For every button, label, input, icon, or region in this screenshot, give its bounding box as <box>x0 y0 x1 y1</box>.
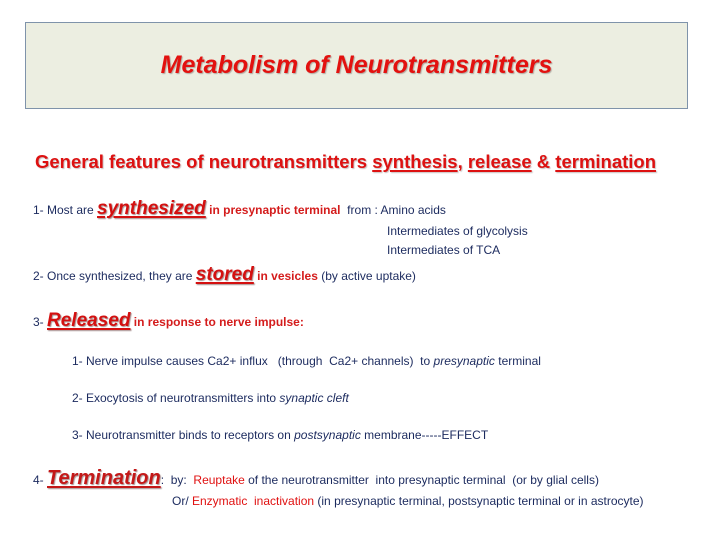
step-italic: presynaptic <box>433 354 495 368</box>
step-text: 2- Exocytosis of neurotransmitters into <box>72 391 280 405</box>
point-3-key: Released <box>47 310 131 331</box>
release-step <box>72 428 488 442</box>
point-1-red: in presynaptic terminal <box>205 203 341 217</box>
source-item: Intermediates of TCA <box>387 243 501 257</box>
point-3-num: 3- <box>33 315 48 329</box>
enzymatic-text: (in presynaptic terminal, postsynaptic terminal or in astrocyte) <box>314 494 644 508</box>
point-2-rest: (by active uptake) <box>317 269 416 283</box>
point-4 <box>33 467 599 490</box>
point-1-key: synthesized <box>97 198 206 219</box>
step-italic: synaptic cleft <box>279 391 349 405</box>
subtitle-comma: , <box>457 151 468 172</box>
step-text: 1- Nerve impulse causes Ca2+ influx (through Ca2+ channels) to <box>72 354 434 368</box>
release-step <box>72 391 349 405</box>
point-1-num: 1- Most are <box>33 203 98 217</box>
step-text: membrane-----EFFECT <box>360 428 489 442</box>
release-step <box>72 354 541 368</box>
slide-title: Metabolism of Neurotransmitters <box>160 51 553 79</box>
point-3 <box>33 310 304 332</box>
point-1-rest: from : Amino acids <box>340 203 446 217</box>
point-2 <box>33 264 416 286</box>
subtitle-synthesis: synthesis <box>372 151 458 172</box>
title-box <box>25 22 688 109</box>
point-2-red: in vesicles <box>253 269 318 283</box>
point-2-key: stored <box>195 264 254 285</box>
point-4-key: Termination <box>47 467 161 489</box>
enzymatic-label: Enzymatic inactivation <box>192 494 315 508</box>
step-italic: postsynaptic <box>294 428 361 442</box>
point-2-num: 2- Once synthesized, they are <box>33 269 196 283</box>
reuptake-label: Reuptake <box>193 473 245 487</box>
point-3-red: in response to nerve impulse: <box>130 315 304 329</box>
or-label: Or/ <box>172 494 192 508</box>
point-4-or <box>172 494 644 508</box>
subtitle <box>35 151 656 173</box>
point-4-by: : by: <box>160 473 194 487</box>
subtitle-amp: & <box>531 151 556 172</box>
subtitle-prefix: General features of neurotransmitters <box>35 151 373 172</box>
subtitle-termination: termination <box>555 151 657 172</box>
point-1 <box>33 198 446 220</box>
step-text: 3- Neurotransmitter binds to receptors on <box>72 428 295 442</box>
source-item: Intermediates of glycolysis <box>387 224 528 238</box>
point-4-num: 4- <box>33 473 48 487</box>
reuptake-text: of the neurotransmitter into presynaptic terminal (or by glial cells) <box>244 473 599 487</box>
subtitle-release: release <box>467 151 532 172</box>
step-text: terminal <box>494 354 541 368</box>
